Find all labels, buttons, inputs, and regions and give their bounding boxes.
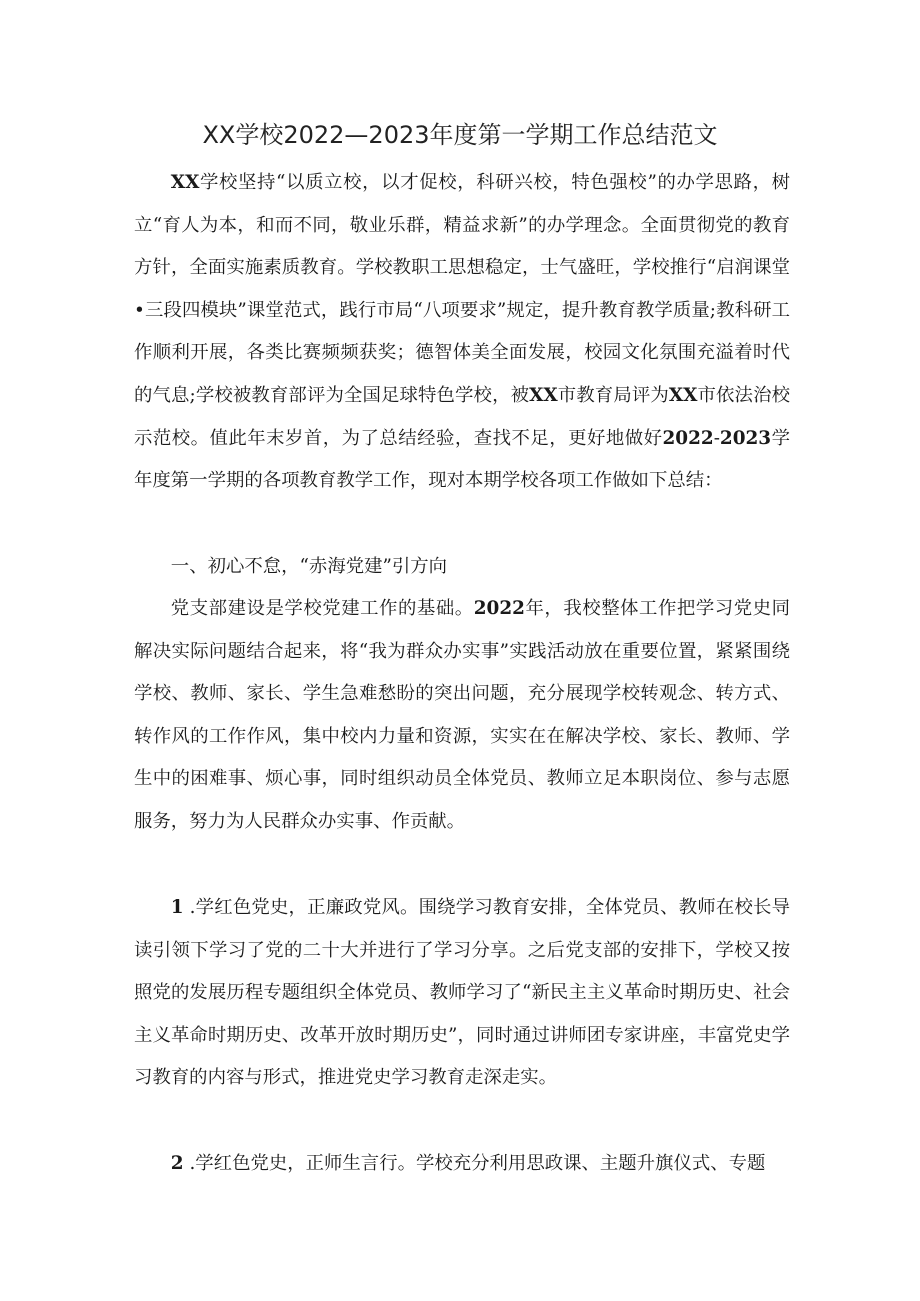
document-title: XX学校2022—2023年度第一学期工作总结范文: [202, 121, 718, 149]
paragraph-intro: XX学校坚持“以质立校，以才促校，科研兴校，特色强校”的办学思路，树立“育人为本，和而不同，敬业乐群，精益求新”的办学理念。全面贯彻党的教育方针，全面实施素质教育。学校教职工思想稳定，士气盛旺，学校推行“启润课堂•三段四模块”课堂范式，践行市局“八项要求”规定，提升教育教学质量;教科研工作顺利开展，各类比赛频频获奖；德智体美全面发展，校园文化氛围充溢着时代的气息;学校被教育部评为全国足球特色学校，被XX市教育局评为XX市依法治校示范校。值此年末岁首，为了总结经验，查找不足，更好地做好2022-2023学年度第一学期的各项教育教学工作，现对本期学校各项工作做如下总结：: [134, 172, 790, 492]
section-heading-1: 一、初心不怠，“赤海党建”引方向: [170, 556, 448, 577]
paragraph-item-2: 2 .学红色党史，正师生言行。学校充分利用思政课、主题升旗仪式、专题: [170, 1153, 766, 1174]
paragraph-item-1: 1 .学红色党史，正廉政党风。围绕学习教育安排，全体党员、教师在校长导读引领下学习了党的二十大并进行了学习分享。之后党支部的安排下，学校又按照党的发展历程专题组织全体党员、教师学习了“新民主主义革命时期历史、社会主义革命时期历史、改革开放时期历史”，同时通过讲师团专家讲座，丰富党史学习教育的内容与形式，推进党史学习教育走深走实。: [134, 897, 790, 1089]
paragraph-party-building: 党支部建设是学校党建工作的基础。2022年，我校整体工作把学习党史同解决实际问题结合起来，将“我为群众办实事”实践活动放在重要位置，紧紧围绕学校、教师、家长、学生急难愁盼的突出问题，充分展现学校转观念、转方式、转作风的工作作风，集中校内力量和资源，实实在在解决学校、家长、教师、学生中的困难事、烦心事，同时组织动员全体党员、教师立足本职岗位、参与志愿服务，努力为人民群众办实事、作贡献。: [134, 598, 790, 832]
